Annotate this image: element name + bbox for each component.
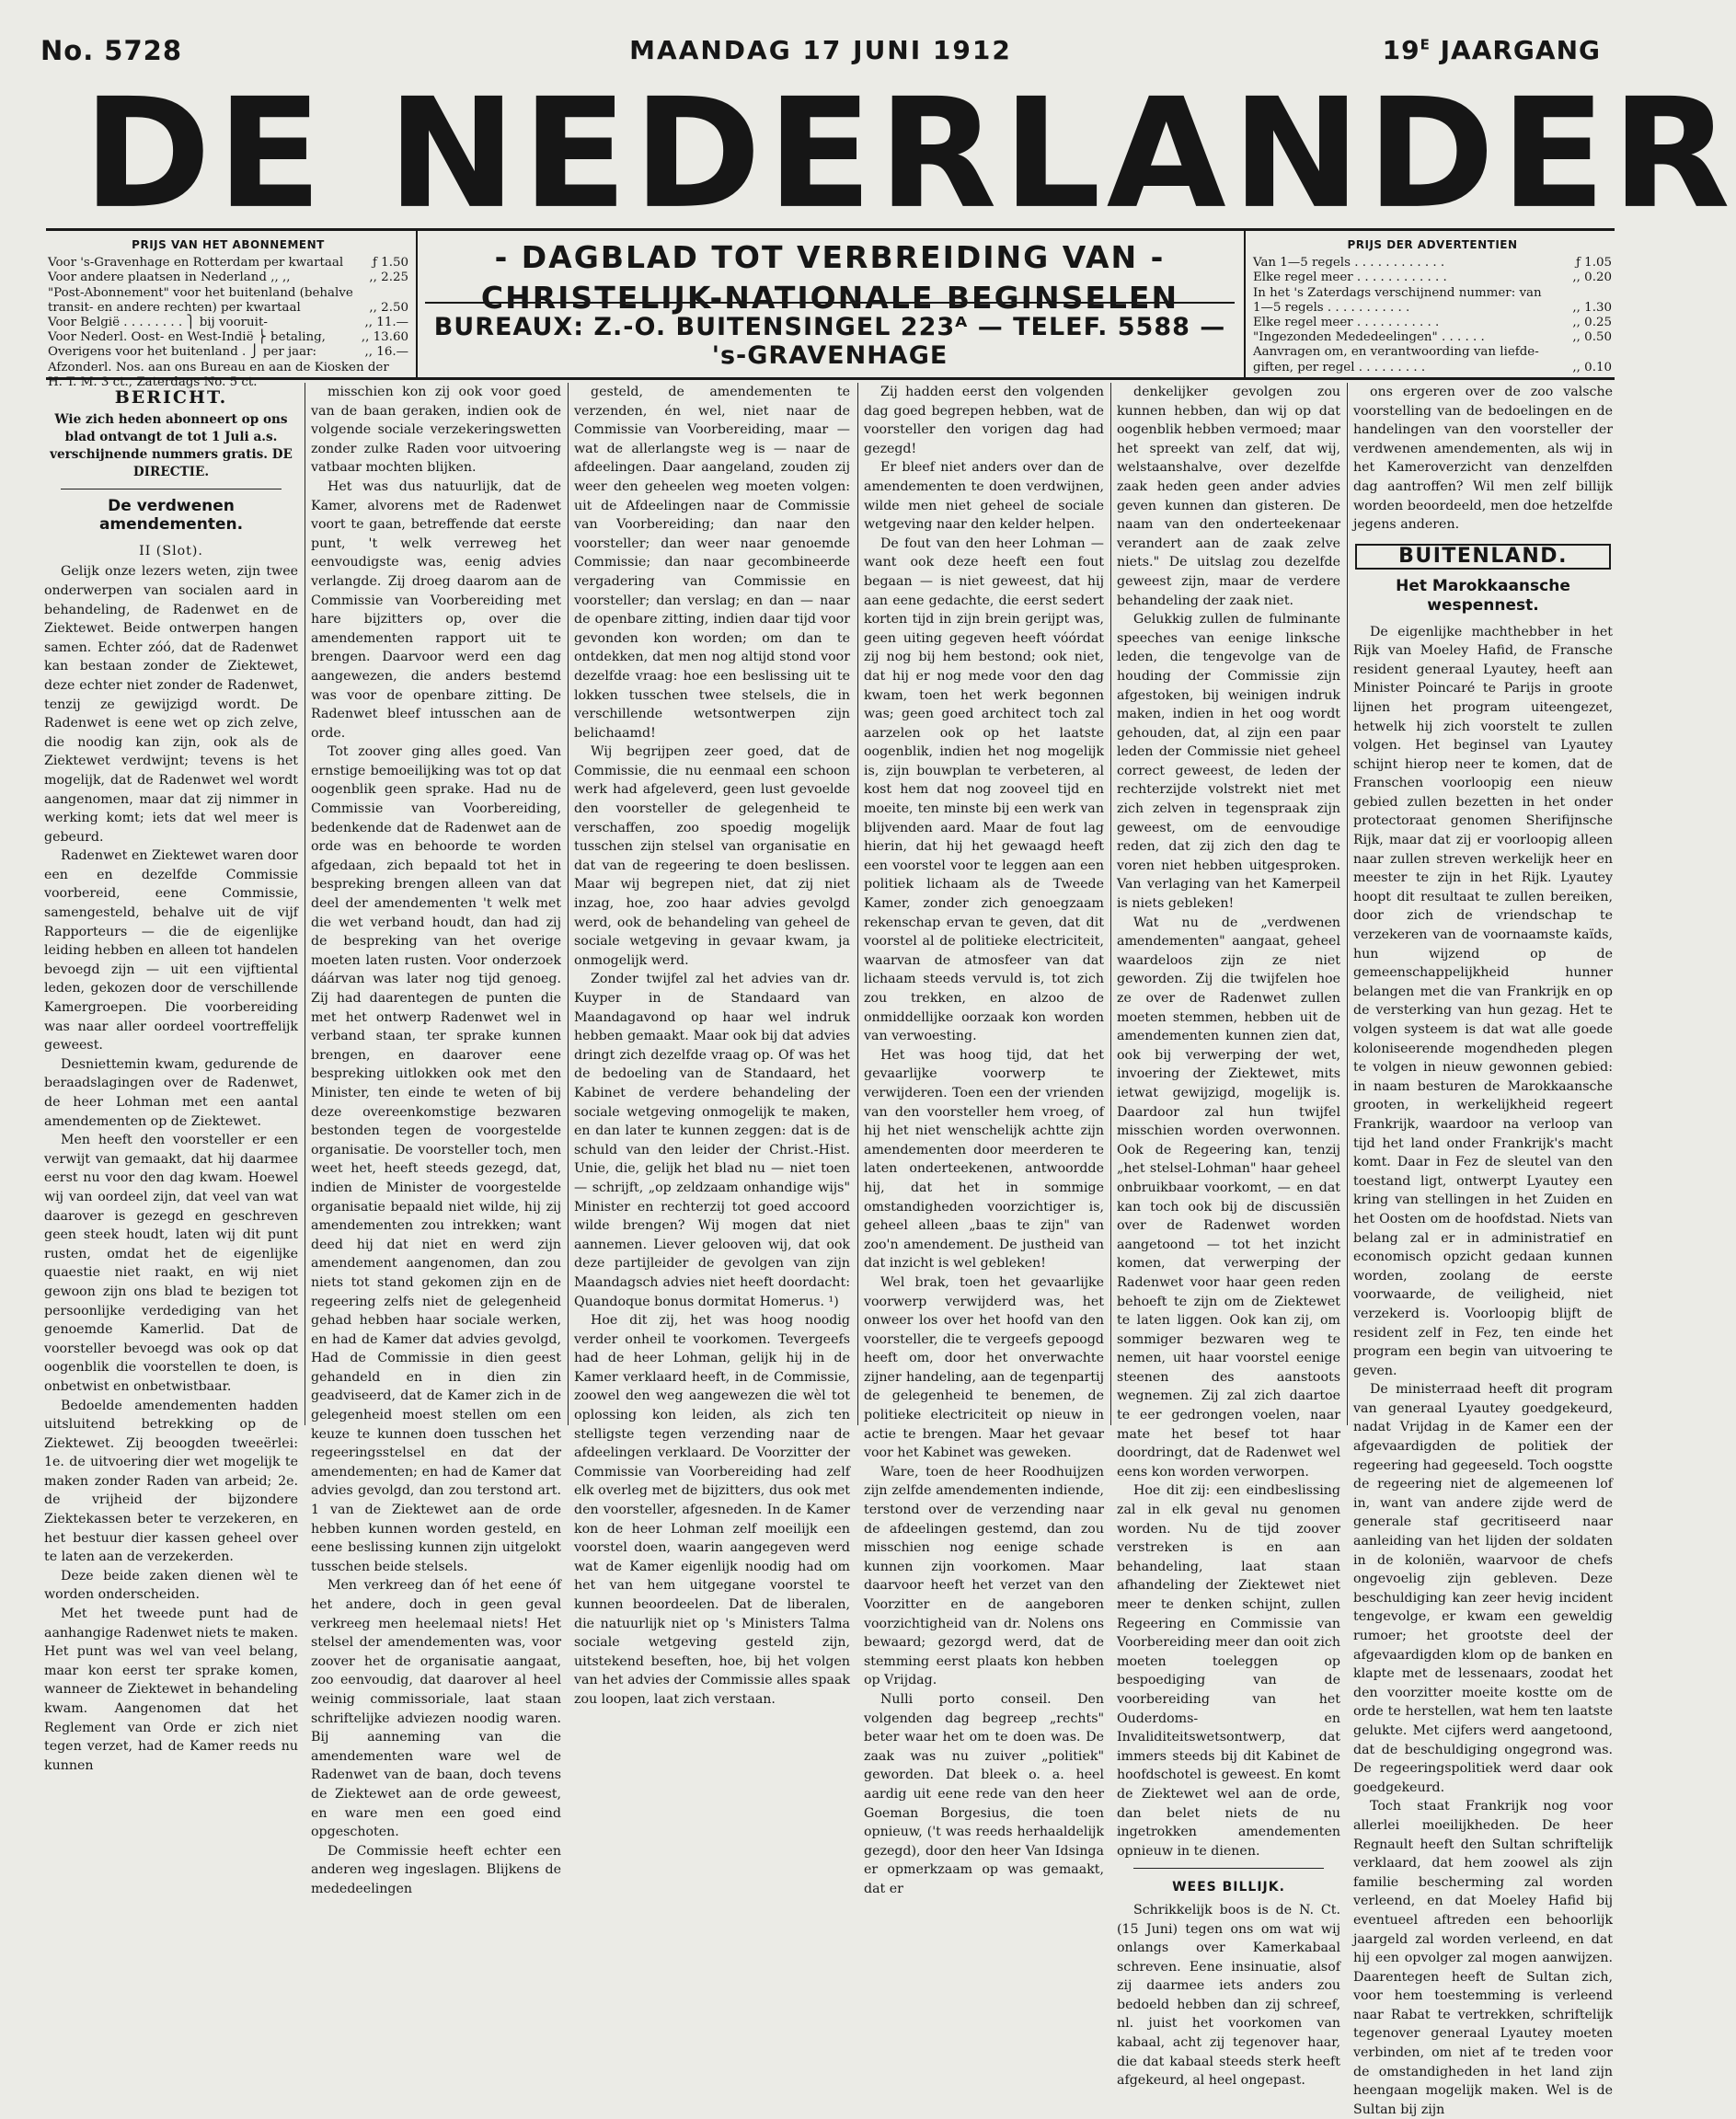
article-headline: De verdwenen amendementen.	[98, 496, 244, 535]
paragraph: misschien kon zij ook voor goed van de baan geraken, indien ook de volgende sociale verzekeringswetten zonder zulke Raden voor uitvoering vatbaar mochten blijken.	[311, 385, 561, 476]
volume-suffix: E	[1420, 36, 1431, 53]
paragraph: Zij hadden eerst den volgenden dag goed begrepen hebben, wat de voorsteller den vorigen dag had gezegd!	[864, 385, 1104, 456]
advertisement-prices	[1253, 237, 1612, 375]
column-rule-3	[857, 383, 858, 1425]
paragraph: Wij begrijpen zeer goed, dat de Commissie, die nu eenmaal een schoon werk had afgeleverd, geen lust gevoelde den voorsteller de gelegenheid te verschaffen, zoo spoedig mogelijk tusschen zijn stelsel van organisatie en dat van de regeering te doen beslissen. Maar wij begrepen niet, dat zij niet inzag, hoe, zoo haar advies gevolgd werd, ook de behandeling van geheel de sociale wetgeving in gevaar kwam, ja onmogelijk werd.	[574, 744, 850, 968]
article-body	[864, 383, 1104, 1899]
paragraph: Gelukkig zullen de fulminante speeches van eenige linksche leden, die tengevolge van de houding der Commissie zijn afgestoken, bij weinigen indruk maken, indien in het oog wordt gehouden, dat, al zijn een paar leden der Commissie niet geheel correct geweest, de leden der rechterzijde volstrekt niet met zich zelven in tegenspraak zijn geweest, om de eenvoudige reden, dat zij zich den dag te voren niet hebben uitgesproken. Van verlaging van het Kamerpeil is niets gebleken!	[1117, 612, 1340, 912]
article-headline: Het Marokkaansche wespennest.	[1396, 577, 1570, 615]
price-value	[403, 286, 408, 301]
price-label: Elke regel meer . . . . . . . . . . .	[1253, 316, 1440, 330]
price-row	[48, 301, 408, 316]
subscription-title: PRIJS VAN HET ABONNEMENT	[132, 238, 325, 251]
bureau-address: BUREAUX: Z.-O. BUITENSINGEL 223ᴬ — TELEF. 5588 — 's-GRAVENHAGE	[425, 302, 1235, 370]
price-value: ,, 13.60	[361, 330, 408, 345]
separator	[1133, 1868, 1324, 1869]
advert-title: PRIJS DER ADVERTENTIEN	[1347, 238, 1518, 251]
paragraph: ons ergeren over de zoo valsche voorstelling van de bedoelingen en de handelingen van den voorsteller der verdwenen amendementen, als wij in het Kameroverzicht van denzelfden dag aantroffen? Wil men zelf billijk worden beoordeeld, men doe hetzelfde jegens anderen.	[1353, 385, 1613, 533]
paragraph: Schrikkelijk boos is de N. Ct. (15 Juni) tegen ons om wat wij onlangs over Kamerkabaal schreven. Eene insinuatie, alsof zij daarmee iets anders zou bedoeld hebben dan zij schreef, nl. juist het voorkomen van kabaal, acht zij tegenover haar, die dat kabaal steeds sterk heeft afgekeurd, al heel ongepast.	[1117, 1902, 1340, 2089]
issue-number: No. 5728	[40, 35, 183, 66]
paragraph: Ware, toen de heer Roodhuijzen zijn zelfde amendementen indiende, terstond over de verzending naar de afdeelingen gestemd, dan zou misschien nog eenige schade kunnen zijn voorkomen. Maar daarvoor heeft het verzet van den Voorzitter en de aangeboren voorzichtigheid van dr. Nolens ons bewaard; gezorgd werd, dat de stemming eerst plaats kon hebben op Vrijdag.	[864, 1464, 1104, 1688]
price-label: Overigens voor het buitenland . ⎭ per jaar:	[48, 345, 317, 360]
price-value	[1606, 345, 1612, 360]
price-value: ,, 2.25	[369, 271, 408, 285]
column-3	[574, 383, 850, 1707]
price-label: 1—5 regels . . . . . . . . . . .	[1253, 300, 1410, 315]
price-value: ,, 11.—	[364, 316, 408, 330]
paragraph: Bedoelde amendementen hadden uitsluitend betrekking op de Ziektewet. Zij beoogden tweeërlei: 1e. de uitvoering dier wet mogelijk te maken zonder Raden van arbeid; 2e. de vrijheid der bijzondere Ziektekassen beter te verzekeren, en het bestuur dier kassen geheel over te laten aan de verzekerden.	[44, 1398, 298, 1565]
article-body	[44, 562, 298, 1775]
paragraph: Desniettemin kwam, gedurende de beraadslagingen over de Radenwet, de heer Lohman met een aantal amendementen op de Ziektewet.	[44, 1056, 298, 1129]
article-body	[574, 383, 850, 1710]
paragraph: De Commissie heeft echter een anderen weg ingeslagen. Blijkens de mededeelingen	[311, 1843, 561, 1896]
article-body	[1353, 383, 1613, 535]
price-value	[1606, 286, 1612, 301]
paragraph: Wat nu de „verdwenen amendementen" aangaat, geheel waardeloos zijn ze niet geworden. Zij die twijfelen hoe ze over de Radenwet zullen moeten stemmen, hebben uit de amendementen kunnen zien dat, ook bij verwerping der wet, invoering der Ziektewet, mits ietwat gewijzigd, mogelijk is. Daardoor zal hun twijfel misschien worden overwonnen. Ook de Regeering kan, tenzij „het stelsel-Lohman" haar geheel onbruikbaar voorkomt, — en dat kan toch ook bij de discussiën over de Radenwet worden aangetoond — tot het inzicht komen, dat verwerping der Radenwet voor haar geen reden behoeft te zijn om de Ziektewet te laten liggen. Ook kan zij, om sommiger bezwaren weg te nemen, uit haar voorstel eenige steenen des aanstoots wegnemen. Zij zal zich daartoe te eer gedrongen voelen, naar mate het besef tot haar doordringt, dat de Radenwet wel eens kon worden verworpen.	[1117, 915, 1340, 1480]
article-headline: WEES BILLIJK.	[1172, 1880, 1285, 1895]
price-value: ,, 0.25	[1572, 316, 1612, 330]
subscription-notice: Wie zich heden abonneert op ons blad ontvangt de tot 1 Juli a.s. verschijnende nummers gratis. DE DIRECTIE.	[50, 411, 293, 479]
paragraph: denkelijker gevolgen zou kunnen hebben, dan wij op dat oogenblik hebben vermoed; maar het spreekt van zelf, dat wij, welstaanshalve, over dezelfde zaak heden geen ander advies geven kunnen dan gisteren. De naam van den onderteekenaar verandert aan de zaak zelve niets." De uitslag zou dezelfde geweest zijn, maar de verdere behandeling der zaak niet.	[1117, 385, 1340, 608]
paragraph: Men verkreeg dan óf het eene óf het andere, doch in geen geval verkreeg men heelemaal niets! Het stelsel der amendementen was, voor zoover het de organisatie aangaat, zoo eenvoudig, dat daarover al heel weinig commissoriale, laat staan schriftelijke adviezen noodig waren. Bij aanneming van die amendementen ware wel de Radenwet van de baan, doch tevens de Ziektewet aan de orde geweest, en ware men een goed eind opgeschoten.	[311, 1578, 561, 1840]
price-label: In het 's Zaterdags verschijnend nummer: van	[1253, 285, 1542, 300]
tagline-line-1: - DAGBLAD TOT VERBREIDING VAN -	[494, 239, 1166, 275]
article-body	[1117, 1901, 1340, 2090]
price-label: transit- en andere rechten) per kwartaal	[48, 300, 301, 315]
article-body	[1117, 383, 1340, 1860]
paragraph: Zonder twijfel zal het advies van dr. Kuyper in de Standaard van Maandagavond op haar wel indruk hebben gemaakt. Maar ook bij dat advies dringt zich dezelfde vraag op. Of was het de bedoeling van de Standaard, het Kabinet de verdere behandeling der sociale wetgeving onmogelijk te maken, en dan later te kunnen zeggen: dat is de schuld van den leider der Christ.-Hist. Unie, die, gelijk het blad nu — niet toen — schrijft, „op zeldzaam onhandige wijs" Minister en rechterzij tot goed accoord wilde brengen? Wij mogen dat niet aannemen. Liever gelooven wij, dat ook deze partijleider de gevolgen van zijn Maandagsch advies niet heeft doordacht: Quandoque bonus dormitat Homerus. ¹)	[574, 972, 850, 1309]
price-row	[1253, 345, 1612, 360]
column-rule-2	[568, 383, 569, 1425]
price-value: ,, 1.30	[1572, 300, 1612, 315]
price-row	[48, 345, 408, 360]
article-subhead: II (Slot).	[139, 543, 203, 559]
paragraph: Nulli porto conseil. Den volgenden dag begreep „rechts" beter waar het om te doen was. De zaak was nu zuiver „politiek" geworden. Dat bleek o. a. heel aardig uit eene rede van den heer Goeman Borgesius, die toen opnieuw, ('t was reeds herhaaldelijk gezegd), door den heer Van Idsinga er opmerkzaam op was gemaakt, dat er	[864, 1691, 1104, 1896]
price-label: Voor Nederl. Oost- en West-Indië ⎬ betaling,	[48, 330, 326, 345]
volume-word: JAARGANG	[1430, 35, 1601, 65]
price-row	[1253, 271, 1612, 285]
price-value: ,, 0.10	[1572, 360, 1612, 374]
column-rule-5	[1347, 383, 1348, 1425]
price-row	[1253, 361, 1612, 375]
paragraph: Deze beide zaken dienen wèl te worden onderscheiden.	[44, 1568, 298, 1603]
paragraph: De ministerraad heeft dit program van generaal Lyautey goedgekeurd, nadat Vrijdag in de Kamer een der afgevaardigden de politiek der regeering had gegeeseld. Toch oogstte de regeering niet de algemeenen lof in, want van andere zijde werd de generale staf gecritiseerd naar aanleiding van het lijden der soldaten in de koloniën, waarvoor de chefs ongevoelig zijn gebleven. Deze beschuldiging kan zeer hevig incident tengevolge, er kwam een geweldig rumoer; het grootste deel der afgevaardigden klom op de banken en klapte met de lessenaars, zoodat het den voorzitter moeite kostte om de orde te herstellen, wat hem ten laatste gelukte. Met cijfers werd aangetoond, dat de beschuldiging ongegrond was. De regeeringspolitiek werd daar ook goedgekeurd.	[1353, 1382, 1613, 1795]
price-label: H. T. M. 3 ct., Zaterdags No. 5 ct.	[48, 374, 258, 389]
header-divider-left	[416, 230, 418, 377]
paragraph: Het was hoog tijd, dat het gevaarlijke voorwerp te verwijderen. Toen een der vrienden van den voorsteller hem vroeg, of hij het niet wenschelijk achtte zijn amendementen door meerderen te laten onderteekenen, antwoordde hij, dat het in sommige omstandigheden voorzichtiger is, geheel alleen „baas te zijn" van zoo'n amendement. De justheid van dat inzicht is wel gebleken!	[864, 1047, 1104, 1272]
column-2	[311, 383, 561, 1896]
price-row	[1253, 256, 1612, 271]
price-value: ,, 2.50	[369, 300, 408, 315]
paragraph: Hoe dit zij: een eindbeslissing zal in elk geval nu genomen worden. Nu de tijd zoover verstreken is en aan behandeling, laat staan afhandeling der Ziektewet niet meer te denken schijnt, zullen Regeering en Commissie van Voorbereiding meer dan ooit zich moeten toeleggen op bespoediging van de voorbereiding van het Ouderdoms- en Invaliditeitswetsontwerp, dat immers steeds bij dit Kabinet de hoofdschotel is geweest. En komt de Ziektewet wel aan de orde, dan belet niets de nu ingetrokken amendementen opnieuw in te dienen.	[1117, 1483, 1340, 1859]
price-row	[1253, 286, 1612, 301]
price-value	[403, 361, 408, 375]
price-label: Voor andere plaatsen in Nederland ,, ,,	[48, 271, 291, 285]
price-label: Van 1—5 regels . . . . . . . . . . . .	[1253, 256, 1445, 271]
column-5	[1117, 383, 1340, 2089]
issue-volume	[1383, 35, 1601, 65]
paragraph: Radenwet en Ziektewet waren door een en dezelfde Commissie voorbereid, eene Commissie, samengesteld, behalve uit de vijf Rapporteurs — die de eigenlijke leiding hebben en alleen tot handelen bevoegd zijn — uit een vijftiental leden, gekozen door de verschillende Kamergroepen. Die voorbereiding was naar aller oordeel voortreffelijk geweest.	[44, 848, 298, 1054]
paragraph: Met het tweede punt had de aanhangige Radenwet niets te maken. Het punt was wel van veel belang, maar kon eerst ter sprake komen, wanneer de Ziektewet in behandeling kwam. Aangenomen dat het Reglement van Orde er zich niet tegen verzet, had de Kamer reeds nu kunnen	[44, 1607, 298, 1773]
price-value: ,, 0.50	[1572, 330, 1612, 345]
price-label: Voor 's-Gravenhage en Rotterdam per kwartaal	[48, 256, 344, 271]
column-rule-4	[1110, 383, 1111, 1425]
article-body	[1353, 623, 1613, 2119]
header-divider-right	[1244, 230, 1246, 377]
newspaper-title: DE NEDERLANDER	[83, 64, 1736, 243]
volume-number: 19	[1382, 35, 1420, 65]
article-body	[311, 383, 561, 1899]
price-row	[1253, 316, 1612, 330]
price-row	[48, 316, 408, 330]
paragraph: Toch staat Frankrijk nog voor allerlei moeilijkheden. De heer Regnault heeft den Sultan schriftelijk verklaard, dat hem zoowel als zijn familie bescherming zal worden verleend, en dat Moeley Hafid bij eventueel aftreden een behoorlijk jaargeld zal worden verleend, en dat hij een opvolger zal mogen aanwijzen. Daarentegen heeft de Sultan zich, voor hem toestemming is verleend naar Rabat te vertrekken, schriftelijk tegenover generaal Lyautey moeten verbinden, om niet af te treden voor de omstandigheden in het land zijn heengaan mogelijk maken. Wel is de Sultan bij zijn	[1353, 1799, 1613, 2117]
price-value: ƒ 1.50	[372, 256, 408, 271]
price-value: ƒ 1.05	[1575, 256, 1612, 271]
column-1	[44, 383, 298, 1773]
paragraph: gesteld, de amendementen te verzenden, én wel, niet naar de Commissie van Voorbereiding, maar — wat de allerlangste weg is — naar de afdeelingen. Daar aangeland, zouden zij weer den geheelen weg moeten volgen: uit de Afdeelingen naar de Commissie van Voorbereiding; dan naar den voorsteller; dan weer naar genoemde Commissie; dan naar gecombineerde vergadering van Commissie en voorsteller; dan verslag; en dan — naar de openbare zitting, indien daar tijd voor gevonden kon worden; om dan te ontdekken, dat men nog altijd stond voor dezelfde vraag: hoe een beslissing uit te lokken tusschen twee stelsels, die in verschillende wetsontwerpen zijn belichaamd!	[574, 385, 850, 741]
price-label: "Post-Abonnement" voor het buitenland (behalve	[48, 285, 353, 300]
tagline-block	[425, 232, 1235, 377]
column-4	[864, 383, 1104, 1896]
paragraph: Hoe dit zij, het was hoog noodig verder onheil te voorkomen. Tevergeefs had de heer Lohman, gelijk hij in de Kamer verklaard heeft, in de Commissie, zoowel den weg aangewezen die wèl tot oplossing kon leiden, als zich ten stelligste tegen verzending naar de afdeelingen verklaard. De Voorzitter der Commissie van Voorbereiding had zelf elk overleg met de bijzitters, dus ook met den voorsteller, afgesneden. In de Kamer kon de heer Lohman zelf moeilijk een voorstel doen, waarin aangegeven werd wat de Kamer eigenlijk noodig had om het van hem uitgegane voorstel te kunnen beoordeelen. Dat de liberalen, die natuurlijk niet op 's Ministers Talma sociale wetgeving gesteld zijn, uitstekend beseften, hoe, bij het volgen van het advies der Commissie alles spaak zou loopen, laat zich verstaan.	[574, 1313, 850, 1707]
price-label: Aanvragen om, en verantwoording van liefde-	[1253, 345, 1539, 360]
header-top-rule	[46, 228, 1615, 231]
price-label: "Ingezonden Mededeelingen" . . . . . .	[1253, 330, 1485, 345]
paragraph: Er bleef niet anders over dan de amendementen te doen verdwijnen, wilde men niet geheel de sociale wetgeving naar den kelder helpen.	[864, 460, 1104, 533]
paragraph: De fout van den heer Lohman — want ook deze heeft een fout begaan — is niet geweest, dat hij aan eene gedachte, die eerst sedert korten tijd in zijn brein gerijpt was, geen uiting gegeven heeft vóórdat zij nog bij hem bestond; ook niet, dat hij er nog mede voor den dag kwam, toen het werk begonnen was; geen goed architect toch zal aarzelen ook op het laatste oogenblik, indien het nog mogelijk is, zijn bouwplan te verbeteren, al kost hem dat nog zooveel tijd en moeite, ten minste bij een werk van blijvenden aard. Maar de fout lag hierin, dat hij het gewaagd heeft een voorstel voor te leggen aan een politiek lichaam als de Tweede Kamer, zonder zich genoegzaam rekenschap ervan te geven, dat dit voorstel al de politieke electriciteit, waarvan de atmosfeer van dat lichaam steeds vervuld is, tot zich zou trekken, en alzoo de onmiddellijke oorzaak kon worden van verwoesting.	[864, 536, 1104, 1044]
column-6	[1353, 383, 1613, 2117]
paragraph: Men heeft den voorsteller er een verwijt van gemaakt, dat hij daarmee eerst nu voor den dag kwam. Hoewel wij van oordeel zijn, dat veel van wat daarover is gezegd en geschreven geen steek houdt, laten wij dit punt rusten, omdat het de eigenlijke quaestie niet raakt, en wij niet gewoon zijn ons blad te bezigen tot persoonlijke verdediging van het genoemde Kamerlid. Dat de voorsteller bevoegd was ook op dat oogenblik die voorstellen te doen, is onbetwist en onbetwistbaar.	[44, 1133, 298, 1394]
paragraph: Het was dus natuurlijk, dat de Kamer, alvorens met de Radenwet voort te gaan, betreffende dat eerste punt, 't welk verreweg het eenvoudigste was, eenig advies verlangde. Zij droeg daarom aan de Commissie van Voorbereiding met hare bijzitters op, over die amendementen rapport uit te brengen. Daarvoor werd een dag aangewezen, die anders bestemd was voor de openbare zitting. De Radenwet bleef intusschen aan de orde.	[311, 478, 561, 741]
price-label: Voor België . . . . . . . . ⎫ bij vooruit-	[48, 316, 268, 330]
tagline-line-2: CHRISTELIJK-NATIONALE BEGINSELEN	[480, 280, 1179, 316]
paragraph: De eigenlijke machthebber in het Rijk van Moeley Hafid, de Fransche resident generaal Lyautey, heeft aan Minister Poincaré te Parijs in groote lijnen het program uiteengezet, hetwelk hij zich voorstelt te zullen volgen. Het beginsel van Lyautey schijnt hierop neer te komen, dat de Franschen voorloopig een nieuw gebied zullen bezetten in het onder protectoraat genomen Sherifijnsche Rijk, maar dat zij er voorloopig alleen naar zullen streven werkelijk heer en meester te zijn in het Rijk. Lyautey hoopt dit resultaat te zullen bereiken, door zich de vriendschap te verzekeren van de voornaamste kaïds, hun wijzend op de gemeenschappelijkheid hunner belangen met die van Frankrijk en op de versterking van hun gezag. Het te volgen systeem is dat wat alle goede koloniseerende mogendheden plegen te volgen in nieuw gewonnen gebied: in naam besturen de Marokkaansche grooten, in werkelijkheid regeert Frankrijk, waardoor na verloop van tijd het land onder Frankrijk's macht komt. Daar in Fez de sleutel van den toestand ligt, ontwerpt Lyautey een kring van stellingen in het Zuiden en het Oosten om de hoofdstad. Niets van belang zal er in administratief en economisch opzicht gedaan kunnen worden, zoolang de eerste voorwaarde, de veiligheid, niet verzekerd is. Voorloopig blijft de resident zelf in Fez, ten einde het program een begin van uitvoering te geven.	[1353, 624, 1613, 1378]
price-row	[48, 286, 408, 301]
price-value: ,, 0.20	[1572, 271, 1612, 285]
section-heading: BUITENLAND.	[1355, 544, 1611, 570]
price-row	[48, 271, 408, 285]
notice-kicker: BERICHT.	[114, 387, 228, 408]
price-row	[48, 256, 408, 271]
subscription-rows	[48, 256, 408, 390]
paragraph: Wel brak, toen het gevaarlijke voorwerp verwijderd was, het onweer los over het hoofd van den voorsteller, die te vergeefs gepoogd heeft om, door het onverwachte zijner handeling, aan de tegenpartij de gelegenheid te benemen, de politieke electriciteit op nieuw in actie te brengen. Maar het gevaar voor het Kabinet was geweken.	[864, 1274, 1104, 1461]
price-label: Elke regel meer . . . . . . . . . . . .	[1253, 271, 1447, 285]
price-label: giften, per regel . . . . . . . . .	[1253, 360, 1426, 374]
subscription-prices	[48, 237, 408, 390]
issue-date: MAANDAG 17 JUNI 1912	[629, 35, 1012, 65]
advert-rows	[1253, 256, 1612, 375]
paragraph: Gelijk onze lezers weten, zijn twee onderwerpen van socialen aard in behandeling, de Radenwet en de Ziektewet. Beide ontwerpen hangen samen. Echter zóó, dat de Radenwet kan bestaan zonder de Ziektewet, deze echter niet zonder de Radenwet, tenzij ze gewijzigd wordt. De Radenwet is eene wet op zich zelve, die noodig kan zijn, ook als de Ziektewet verdwijnt; tevens is het mogelijk, dat de Radenwet wel wordt aangenomen, maar dat zij nimmer in werking komt; iets dat wel meer is gebeurd.	[44, 564, 298, 845]
price-value: ,, 16.—	[364, 345, 408, 360]
paragraph: Tot zoover ging alles goed. Van ernstige bemoeilijking was tot op dat oogenblik geen sprake. Had nu de Commissie van Voorbereiding, bedenkende dat de Radenwet aan de orde was en behoorde te worden afgedaan, zich bepaald tot het in bespreking brengen alleen van dat deel der amendementen 't welk met die wet verband houdt, dan had zij de bespreking van het overige moeten laten rusten. Voor onderzoek dáárvan was later nog tijd genoeg. Zij had daarentegen de punten die met het ontwerp Radenwet wel in verband staan, ter sprake kunnen brengen, en daarover eene bespreking uitlokken ook met den Minister, ten einde te weten of bij deze overeenkomstige bezwaren bestonden tegen de voorgestelde organisatie. De voorsteller toch, men weet het, heeft steeds gezegd, dat, indien de Minister de voorgestelde organisatie bepaald niet wilde, hij zij amendementen zou intrekken; want deed hij dat niet en werd zijn amendement aangenomen, dan zou niets tot stand gekomen zijn en de regeering zelfs niet de gelegenheid gehad hebben haar sociale werken, en had de Kamer dat advies gevolgd, Had de Commissie in dien geest gehandeld en in dien zin geadviseerd, dat de Kamer zich in de gelegenheid moest stellen om een keuze te kunnen doen tusschen het regeeringsstelsel en dat der amendementen; en had de Kamer dat advies gevolgd, dan zou terstond art. 1 van de Ziektewet aan de orde hebben kunnen worden gesteld, en eene beslissing kunnen zijn uitgelokt tusschen beide stelsels.	[311, 744, 561, 1574]
price-label: Afzonderl. Nos. aan ons Bureau en aan de Kiosken der	[48, 360, 389, 374]
price-row	[48, 330, 408, 345]
price-row	[1253, 301, 1612, 316]
price-row	[48, 361, 408, 375]
price-row	[1253, 330, 1612, 345]
